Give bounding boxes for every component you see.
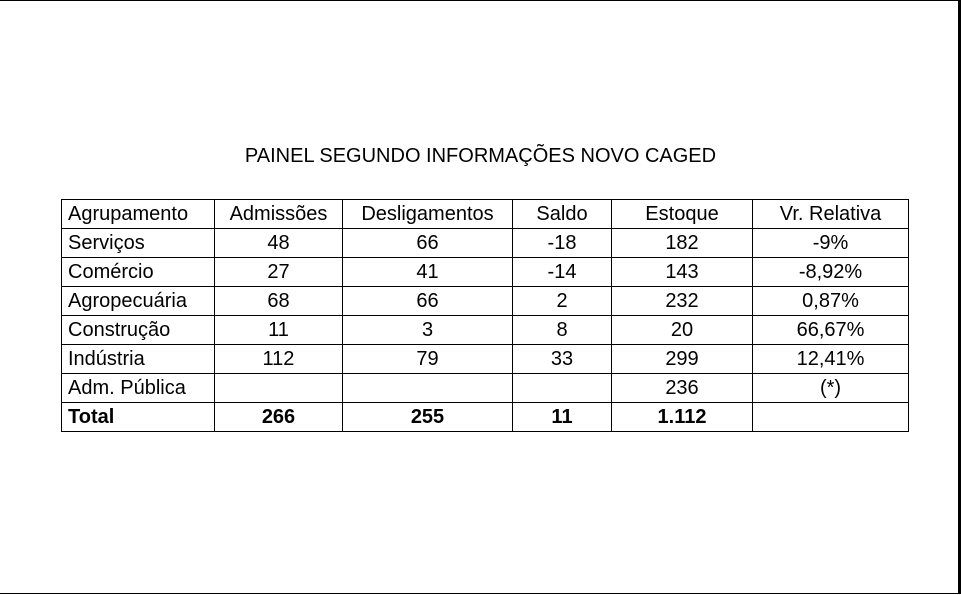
cell-agrupamento: Indústria bbox=[62, 345, 215, 374]
cell-admissoes bbox=[215, 374, 343, 403]
header-admissoes: Admissões bbox=[215, 200, 343, 229]
cell-estoque: 236 bbox=[612, 374, 753, 403]
table-row bbox=[62, 258, 909, 287]
table-total-row bbox=[62, 403, 909, 432]
cell-agrupamento: Agropecuária bbox=[62, 287, 215, 316]
total-vr-relativa bbox=[753, 403, 909, 432]
header-vr-relativa: Vr. Relativa bbox=[753, 200, 909, 229]
total-admissoes: 266 bbox=[215, 403, 343, 432]
cell-admissoes: 27 bbox=[215, 258, 343, 287]
total-desligamentos: 255 bbox=[343, 403, 513, 432]
header-saldo: Saldo bbox=[513, 200, 612, 229]
total-label: Total bbox=[62, 403, 215, 432]
total-saldo: 11 bbox=[513, 403, 612, 432]
header-agrupamento: Agrupamento bbox=[62, 200, 215, 229]
cell-agrupamento: Comércio bbox=[62, 258, 215, 287]
cell-saldo: 8 bbox=[513, 316, 612, 345]
cell-agrupamento: Adm. Pública bbox=[62, 374, 215, 403]
cell-estoque: 182 bbox=[612, 229, 753, 258]
cell-saldo bbox=[513, 374, 612, 403]
cell-estoque: 232 bbox=[612, 287, 753, 316]
cell-saldo: 2 bbox=[513, 287, 612, 316]
cell-desligamentos: 3 bbox=[343, 316, 513, 345]
cell-admissoes: 112 bbox=[215, 345, 343, 374]
page-title: PAINEL SEGUNDO INFORMAÇÕES NOVO CAGED bbox=[244, 145, 717, 167]
cell-estoque: 143 bbox=[612, 258, 753, 287]
cell-desligamentos: 41 bbox=[343, 258, 513, 287]
total-estoque: 1.112 bbox=[612, 403, 753, 432]
table-header-row bbox=[62, 200, 909, 229]
cell-admissoes: 11 bbox=[215, 316, 343, 345]
cell-desligamentos: 79 bbox=[343, 345, 513, 374]
cell-agrupamento: Serviços bbox=[62, 229, 215, 258]
table-row bbox=[62, 287, 909, 316]
cell-estoque: 20 bbox=[612, 316, 753, 345]
table-row bbox=[62, 229, 909, 258]
cell-saldo: 33 bbox=[513, 345, 612, 374]
cell-admissoes: 68 bbox=[215, 287, 343, 316]
table-row bbox=[62, 345, 909, 374]
cell-desligamentos bbox=[343, 374, 513, 403]
header-estoque: Estoque bbox=[612, 200, 753, 229]
table-row bbox=[62, 316, 909, 345]
cell-agrupamento: Construção bbox=[62, 316, 215, 345]
header-desligamentos: Desligamentos bbox=[343, 200, 513, 229]
caged-table bbox=[61, 199, 909, 432]
cell-vr-relativa: -9% bbox=[753, 229, 909, 258]
cell-saldo: -14 bbox=[513, 258, 612, 287]
cell-vr-relativa: (*) bbox=[753, 374, 909, 403]
cell-desligamentos: 66 bbox=[343, 287, 513, 316]
cell-desligamentos: 66 bbox=[343, 229, 513, 258]
table-row bbox=[62, 374, 909, 403]
cell-vr-relativa: 0,87% bbox=[753, 287, 909, 316]
cell-admissoes: 48 bbox=[215, 229, 343, 258]
cell-vr-relativa: 66,67% bbox=[753, 316, 909, 345]
cell-vr-relativa: 12,41% bbox=[753, 345, 909, 374]
cell-saldo: -18 bbox=[513, 229, 612, 258]
cell-vr-relativa: -8,92% bbox=[753, 258, 909, 287]
cell-estoque: 299 bbox=[612, 345, 753, 374]
